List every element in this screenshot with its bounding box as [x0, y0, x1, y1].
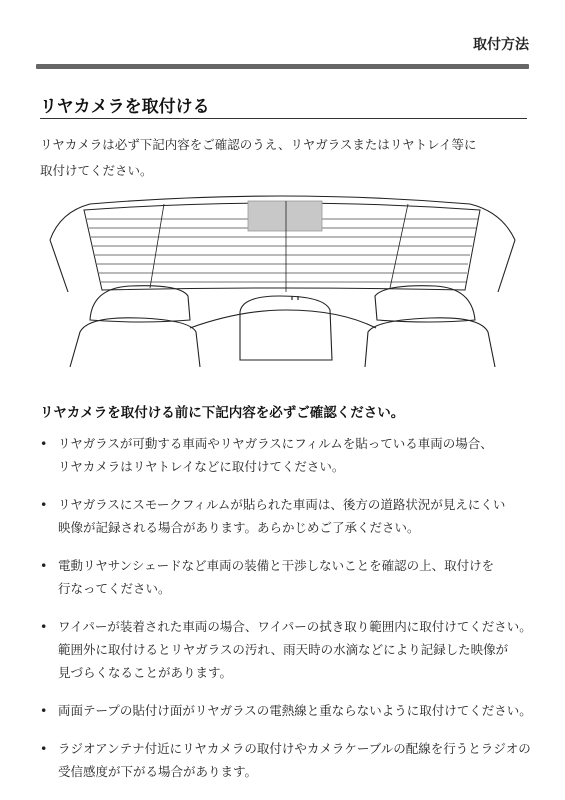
list-item-line: 範囲外に取付けるとリヤガラスの汚れ、雨天時の水滴などにより記録した映像が [58, 642, 509, 657]
list-item-line: 受信感度が下がる場合があります。 [58, 764, 258, 779]
bullet-dot: • [40, 436, 48, 451]
list-item-line: 行なってください。 [58, 581, 171, 596]
list-item [40, 554, 530, 600]
list-item-line: 電動リヤサンシェードなど車両の装備と干渉しないことを確認の上、取付けを [58, 558, 495, 573]
section-title: リヤカメラを取付ける [40, 97, 210, 117]
bullet-dot: • [40, 558, 48, 573]
bullet-dot: • [40, 497, 48, 512]
list-item [40, 699, 530, 722]
seat-center [190, 310, 376, 328]
header-divider [36, 64, 529, 69]
seat-left [70, 318, 200, 367]
intro-paragraph [40, 132, 530, 184]
section-divider [40, 118, 527, 119]
list-item-line: リヤガラスにスモークフィルムが貼られた車両は、後方の道路状況が見えにくい [58, 497, 506, 512]
window-frame-left [50, 240, 68, 292]
list-item [40, 493, 530, 539]
list-item [40, 432, 530, 478]
list-item-line: リヤガラスが可動する車両やリヤガラスにフィルムを貼っている車両の場合、 [58, 436, 493, 451]
bullet-dot: • [40, 619, 48, 634]
list-item-line: リヤカメラはリヤトレイなどに取付けてください。 [58, 459, 345, 474]
bullet-dot: • [40, 741, 48, 756]
intro-line: 取付けてください。 [40, 163, 153, 178]
rear-window-illustration [40, 192, 525, 367]
headrest-right [375, 286, 475, 322]
list-item [40, 737, 530, 783]
list-item-line: 見づらくなることがあります。 [58, 665, 233, 680]
camera-area [248, 201, 322, 231]
headrest-center [240, 296, 332, 360]
list-item [40, 615, 530, 684]
list-item-line: ラジオアンテナ付近にリヤカメラの取付けやカメラケーブルの配線を行うとラジオの [58, 741, 531, 756]
page-header-title: 取付方法 [473, 37, 529, 53]
list-item-line: ワイパーが装着された車両の場合、ワイパーの拭き取り範囲内に取付けてください。 [58, 619, 532, 634]
notes-title: リヤカメラを取付ける前に下記内容を必ずご確認ください。 [40, 405, 405, 421]
headrest-left [90, 286, 190, 322]
notes-list [40, 432, 530, 798]
list-item-line: 映像が記録される場合があります。あらかじめご了承ください。 [58, 520, 420, 535]
list-item-line: 両面テープの貼付け面がリヤガラスの電熱線と重ならないように取付けてください。 [58, 703, 532, 718]
bullet-dot: • [40, 703, 48, 718]
window-frame-right [498, 240, 515, 292]
intro-line: リヤカメラは必ず下記内容をご確認のうえ、リヤガラスまたはリヤトレイ等に [40, 137, 477, 152]
seat-right [365, 318, 495, 367]
